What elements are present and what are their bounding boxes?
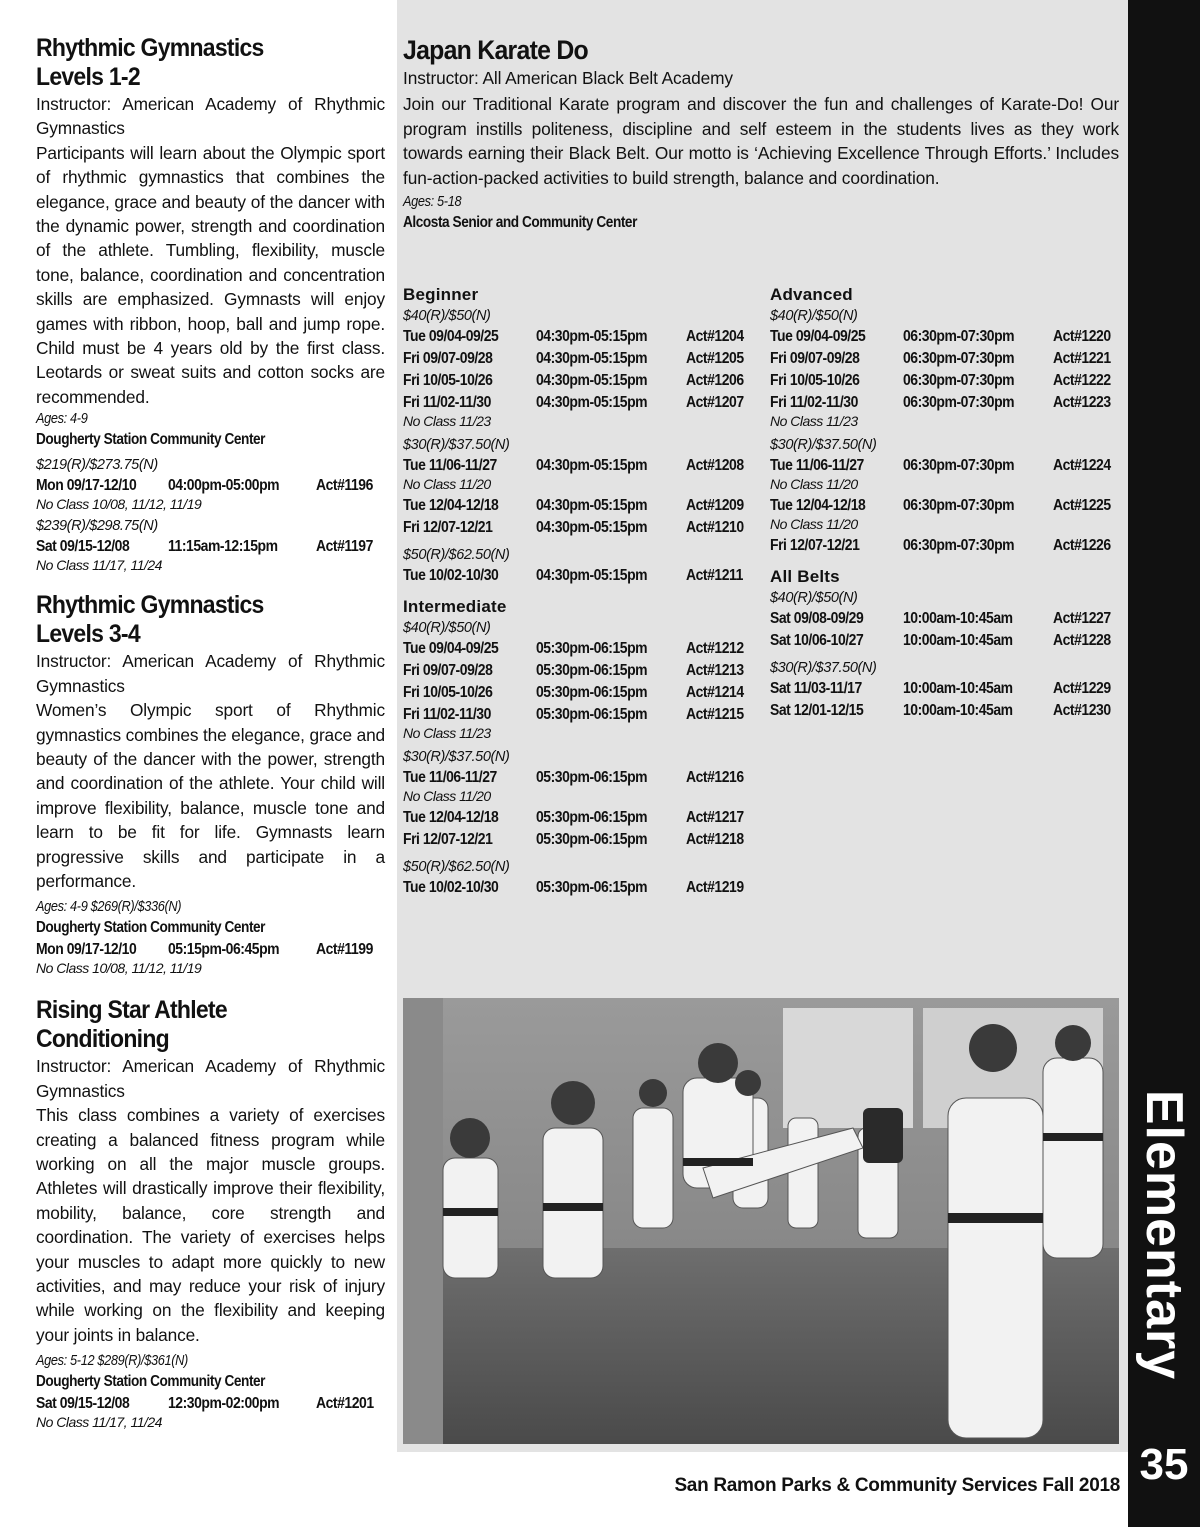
row-date: Tue 11/06-11/27 <box>770 457 864 474</box>
row-date: Fri 09/07-09/28 <box>403 662 493 679</box>
price: $239(R)/$298.75(N) <box>36 518 158 535</box>
row-date: Mon 09/17-12/10 <box>36 941 137 959</box>
no-class-note: No Class 11/20 <box>770 476 858 492</box>
row-date: Tue 09/04-09/25 <box>403 640 499 657</box>
row-time: 06:30pm-07:30pm <box>903 457 1015 474</box>
schedule-row <box>770 348 1130 370</box>
row-date: Fri 10/05-10/26 <box>770 372 860 389</box>
no-class-note: No Class 11/23 <box>403 413 491 429</box>
schedule-row <box>770 370 1130 392</box>
row-date: Tue 12/04-12/18 <box>403 809 499 826</box>
row-act: Act#1219 <box>686 879 744 896</box>
price: $30(R)/$37.50(N) <box>770 660 877 676</box>
row-date: Fri 12/07-12/21 <box>403 831 493 848</box>
row-time: 06:30pm-07:30pm <box>903 537 1015 554</box>
row-act: Act#1208 <box>686 457 744 474</box>
rising-star-section <box>36 996 385 1430</box>
schedule-row <box>36 939 385 961</box>
row-act: Act#1226 <box>1053 537 1111 554</box>
row-date: Sat 11/03-11/17 <box>770 680 862 697</box>
schedule-row <box>403 370 763 392</box>
row-act: Act#1207 <box>686 394 744 411</box>
row-date: Fri 10/05-10/26 <box>403 684 493 701</box>
row-act: Act#1215 <box>686 706 744 723</box>
row-date: Tue 12/04-12/18 <box>770 497 866 514</box>
row-time: 06:30pm-07:30pm <box>903 497 1015 514</box>
schedule-row <box>36 1393 385 1415</box>
row-date: Tue 12/04-12/18 <box>403 497 499 514</box>
venue: Dougherty Station Community Center <box>36 431 266 449</box>
row-act: Act#1228 <box>1053 632 1111 649</box>
no-class-note: No Class 11/17, 11/24 <box>36 557 162 574</box>
row-act: Act#1217 <box>686 809 744 826</box>
row-act: Act#1225 <box>1053 497 1111 514</box>
row-date: Tue 09/04-09/25 <box>770 328 866 345</box>
row-date: Fri 10/05-10/26 <box>403 372 493 389</box>
no-class-note: No Class 11/17, 11/24 <box>36 1414 162 1431</box>
row-date: Fri 12/07-12/21 <box>770 537 860 554</box>
venue: Dougherty Station Community Center <box>36 1373 266 1391</box>
section-title-line2: Conditioning <box>36 1025 169 1054</box>
karate-photo-illustration <box>403 998 1119 1444</box>
row-date: Fri 09/07-09/28 <box>403 350 493 367</box>
description: Participants will learn about the Olympic sport of rhythmic gymnastics that combines the elegance, grace and beauty of the dancer with the dynamic power, strength and coordination of the athlete. Tumbling, flexibility, muscle tone, balance, coordination and concentration skills are emphasized. Gymnasts will enjoy games with ribbon, hoop, ball and jump rope. Child must be 4 years old by the first class. Leotards or sweat suits and cotton socks are recommended. <box>36 142 385 407</box>
row-act: Act#1196 <box>315 477 373 495</box>
row-date: Fri 11/02-11/30 <box>770 394 858 411</box>
karate-ages: Ages: 5-18 <box>403 194 462 211</box>
row-act: Act#1216 <box>686 769 744 786</box>
row-time: 05:30pm-06:15pm <box>536 706 648 723</box>
row-act: Act#1201 <box>315 1395 374 1413</box>
level-heading: Beginner <box>403 285 479 304</box>
row-act: Act#1199 <box>315 941 373 959</box>
row-time: 05:30pm-06:15pm <box>536 769 648 786</box>
no-class-note: No Class 11/23 <box>403 725 491 741</box>
section-title: Rhythmic Gymnastics <box>36 591 264 620</box>
row-time: 04:30pm-05:15pm <box>536 519 648 536</box>
schedule-row <box>403 682 763 704</box>
schedule-row <box>770 678 1130 700</box>
row-time: 06:30pm-07:30pm <box>903 394 1015 411</box>
row-time: 11:15am-12:15pm <box>167 538 278 556</box>
no-class-note: No Class 11/20 <box>403 788 491 804</box>
schedule-row <box>403 660 763 682</box>
karate-class-photo <box>403 998 1119 1444</box>
row-time: 10:00am-10:45am <box>903 702 1013 719</box>
row-time: 04:30pm-05:15pm <box>536 497 648 514</box>
instructor: Instructor: American Academy of Rhythmic Gymnastics <box>36 1056 385 1101</box>
row-date: Mon 09/17-12/10 <box>36 477 137 495</box>
row-act: Act#1205 <box>686 350 744 367</box>
row-time: 04:30pm-05:15pm <box>536 350 648 367</box>
row-date: Fri 09/07-09/28 <box>770 350 860 367</box>
left-column <box>36 34 385 1446</box>
rhythmic-gymnastics-1-2-section <box>36 34 385 573</box>
row-date: Tue 10/02-10/30 <box>403 879 499 896</box>
row-time: 04:00pm-05:00pm <box>167 477 279 495</box>
row-time: 04:30pm-05:15pm <box>536 567 648 584</box>
row-act: Act#1212 <box>686 640 744 657</box>
schedule-row <box>770 326 1130 348</box>
price: $40(R)/$50(N) <box>770 590 858 606</box>
row-act: Act#1221 <box>1053 350 1111 367</box>
price: $40(R)/$50(N) <box>403 308 491 324</box>
price: $30(R)/$37.50(N) <box>403 749 510 765</box>
schedule-row <box>403 807 763 829</box>
schedule-row <box>403 638 763 660</box>
row-act: Act#1211 <box>686 567 743 584</box>
karate-venue: Alcosta Senior and Community Center <box>403 214 637 232</box>
advanced-allbelts-column <box>770 283 1130 722</box>
karate-instructor: Instructor: All American Black Belt Academy <box>403 68 733 88</box>
row-time: 05:30pm-06:15pm <box>536 809 648 826</box>
karate-intro <box>403 34 1119 234</box>
no-class-note: No Class 11/20 <box>770 516 858 532</box>
row-time: 04:30pm-05:15pm <box>536 394 648 411</box>
row-act: Act#1218 <box>686 831 744 848</box>
level-heading: All Belts <box>770 567 840 586</box>
row-date: Sat 09/15-12/08 <box>36 538 130 556</box>
row-act: Act#1210 <box>686 519 744 536</box>
schedule-row <box>36 536 385 558</box>
section-title: Rising Star Athlete <box>36 996 227 1025</box>
row-time: 10:00am-10:45am <box>903 610 1013 627</box>
price: $219(R)/$273.75(N) <box>36 457 158 474</box>
section-title-line2: Levels 1-2 <box>36 63 140 91</box>
section-label <box>1128 1089 1200 1381</box>
row-time: 06:30pm-07:30pm <box>903 372 1015 389</box>
row-time: 04:30pm-05:15pm <box>536 457 648 474</box>
beginner-intermediate-column <box>403 283 763 899</box>
level-heading: Advanced <box>770 285 853 304</box>
instructor: Instructor: American Academy of Rhythmic Gymnastics <box>36 94 385 139</box>
row-date: Sat 09/08-09/29 <box>770 610 864 627</box>
price: $40(R)/$50(N) <box>770 308 858 324</box>
row-time: 05:15pm-06:45pm <box>167 941 279 959</box>
ages: Ages: 4-9 <box>36 411 88 428</box>
description: This class combines a variety of exercises creating a balanced fitness program while working on all the major muscle groups. Athletes will drastically improve their flexibility, mobility, balance, core strength and coordination. The variety of exercises helps your muscles to adapt more quickly to new activities, and may reduce your risk of injury while working on the flexibility and keeping your joints in balance. <box>36 1105 385 1345</box>
section-label-text: Elementary <box>1135 1089 1193 1381</box>
row-act: Act#1209 <box>686 497 744 514</box>
row-date: Tue 09/04-09/25 <box>403 328 499 345</box>
schedule-row <box>403 326 763 348</box>
row-time: 05:30pm-06:15pm <box>536 640 648 657</box>
price: $50(R)/$62.50(N) <box>403 547 510 563</box>
row-act: Act#1227 <box>1053 610 1111 627</box>
row-date: Fri 11/02-11/30 <box>403 394 491 411</box>
page-number: 35 <box>1139 1440 1189 1489</box>
price: $30(R)/$37.50(N) <box>770 437 877 453</box>
row-act: Act#1223 <box>1053 394 1111 411</box>
schedule-row <box>770 608 1130 630</box>
schedule-row <box>403 348 763 370</box>
ages-price: Ages: 5-12 $289(R)/$361(N) <box>36 1353 188 1370</box>
row-act: Act#1204 <box>686 328 744 345</box>
rhythmic-gymnastics-3-4-section <box>36 591 385 976</box>
row-act: Act#1214 <box>686 684 744 701</box>
row-time: 10:00am-10:45am <box>903 632 1013 649</box>
row-time: 05:30pm-06:15pm <box>536 662 648 679</box>
row-time: 10:00am-10:45am <box>903 680 1013 697</box>
section-title: Rhythmic Gymnastics <box>36 34 264 62</box>
venue: Dougherty Station Community Center <box>36 919 266 937</box>
row-time: 06:30pm-07:30pm <box>903 350 1015 367</box>
row-date: Sat 09/15-12/08 <box>36 1395 130 1413</box>
row-time: 04:30pm-05:15pm <box>536 372 648 389</box>
schedule-row <box>403 565 763 587</box>
row-time: 05:30pm-06:15pm <box>536 879 648 896</box>
row-date: Sat 10/06-10/27 <box>770 632 864 649</box>
price: $30(R)/$37.50(N) <box>403 437 510 453</box>
row-date: Sat 12/01-12/15 <box>770 702 864 719</box>
schedule-row <box>770 700 1130 722</box>
schedule-row <box>403 392 763 414</box>
instructor: Instructor: American Academy of Rhythmic Gymnastics <box>36 651 385 696</box>
no-class-note: No Class 10/08, 11/12, 11/19 <box>36 496 202 513</box>
schedule-row <box>403 829 763 851</box>
section-title-line2: Levels 3-4 <box>36 620 140 649</box>
no-class-note: No Class 10/08, 11/12, 11/19 <box>36 960 202 977</box>
row-act: Act#1229 <box>1053 680 1111 697</box>
row-act: Act#1220 <box>1053 328 1111 345</box>
row-date: Tue 10/02-10/30 <box>403 567 499 584</box>
row-date: Fri 11/02-11/30 <box>403 706 491 723</box>
schedule-row <box>403 767 763 789</box>
footer: San Ramon Parks & Community Services Fall 2018 <box>674 1475 1120 1496</box>
row-time: 05:30pm-06:15pm <box>536 831 648 848</box>
schedule-row <box>36 475 385 497</box>
schedule-row <box>770 495 1130 517</box>
schedule-row <box>403 517 763 539</box>
row-act: Act#1206 <box>686 372 744 389</box>
schedule-row <box>770 392 1130 414</box>
level-heading: Intermediate <box>403 597 507 616</box>
schedule-row <box>403 495 763 517</box>
row-date: Tue 11/06-11/27 <box>403 457 497 474</box>
no-class-note: No Class 11/20 <box>403 476 491 492</box>
row-act: Act#1230 <box>1053 702 1111 719</box>
karate-title: Japan Karate Do <box>403 35 588 65</box>
no-class-note: No Class 11/23 <box>770 413 858 429</box>
row-time: 12:30pm-02:00pm <box>167 1395 279 1413</box>
price: $50(R)/$62.50(N) <box>403 859 510 875</box>
schedule-row <box>770 455 1130 477</box>
row-time: 05:30pm-06:15pm <box>536 684 648 701</box>
karate-description: Join our Traditional Karate program and discover the fun and challenges of Karate-Do! Our program instills politeness, discipline and self esteem in the students lives as they work towards earning their Black Belt. Our motto is ‘Achieving Excellence Through Efforts.’ Includes fun-action-packed activities to build strength, balance and coordination. <box>403 94 1119 188</box>
description: Women’s Olympic sport of Rhythmic gymnastics combines the elegance, grace and beauty of the dancer with the power, strength and coordination of the athlete. Your child will improve flexibility, balance, muscle tone and learn to be fit for life. Gymnasts learn progressive skills and participate in a performance. <box>36 700 385 891</box>
row-time: 04:30pm-05:15pm <box>536 328 648 345</box>
row-act: Act#1224 <box>1053 457 1111 474</box>
schedule-row <box>770 535 1130 557</box>
row-date: Fri 12/07-12/21 <box>403 519 493 536</box>
row-act: Act#1213 <box>686 662 744 679</box>
row-date: Tue 11/06-11/27 <box>403 769 497 786</box>
schedule-row <box>403 455 763 477</box>
schedule-row <box>403 877 763 899</box>
row-act: Act#1197 <box>315 538 373 556</box>
row-act: Act#1222 <box>1053 372 1111 389</box>
row-time: 06:30pm-07:30pm <box>903 328 1015 345</box>
ages-price: Ages: 4-9 $269(R)/$336(N) <box>36 899 182 916</box>
schedule-row <box>403 704 763 726</box>
schedule-row <box>770 630 1130 652</box>
price: $40(R)/$50(N) <box>403 620 491 636</box>
